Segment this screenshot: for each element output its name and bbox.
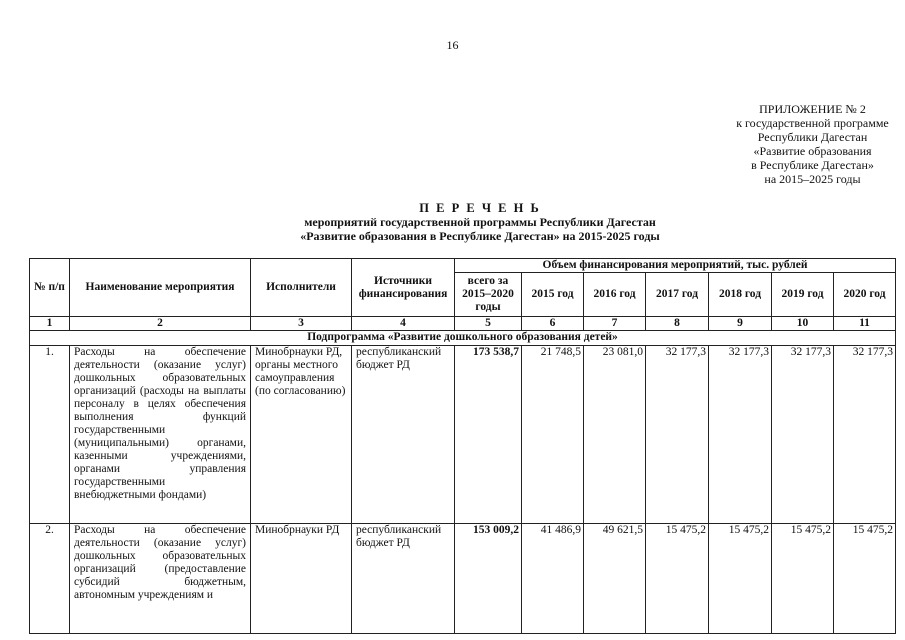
activities-table [29,258,896,634]
appendix-line: «Развитие образования [753,144,872,158]
row-value: 15 475,2 [834,524,896,634]
row-value: 49 621,5 [584,524,646,634]
column-number: 6 [522,317,584,331]
column-number: 5 [455,317,522,331]
row-total: 173 538,7 [455,346,522,524]
row-value: 32 177,3 [646,346,709,524]
row-sources: республиканский бюджет РД [352,524,455,634]
row-number: 1. [30,346,70,524]
header-volume: Объем финансирования мероприятий, тыс. рублей [455,259,896,273]
header-year: 2019 год [772,273,834,317]
column-number: 7 [584,317,646,331]
row-value: 32 177,3 [834,346,896,524]
title-line: мероприятий государственной программы Республики Дагестан [304,215,656,229]
header-year: 2020 год [834,273,896,317]
row-value: 41 486,9 [522,524,584,634]
header-year: 2018 год [709,273,772,317]
header-year: 2016 год [584,273,646,317]
appendix-block [700,102,905,186]
table-row [30,346,896,524]
row-sources: республиканский бюджет РД [352,346,455,524]
appendix-line: ПРИЛОЖЕНИЕ № 2 [759,102,866,116]
page-number: 16 [446,38,459,52]
title-line: «Развитие образования в Республике Дагестан» на 2015-2025 годы [300,229,660,243]
row-number: 2. [30,524,70,634]
header-total: всего за 2015–2020 годы [455,273,522,317]
column-number: 2 [70,317,251,331]
appendix-line: Республики Дагестан [757,130,868,144]
row-name: Расходы на обеспечение деятельности (оказание услуг) дошкольных образовательных организаций (предоставление субсидий бюджетным, автономным учреждениям и [70,524,251,634]
appendix-line: к государственной программе [736,116,889,130]
document-title [0,201,905,243]
header-name: Наименование мероприятия [70,259,251,317]
row-value: 23 081,0 [584,346,646,524]
column-number: 8 [646,317,709,331]
column-number: 4 [352,317,455,331]
header-executors: Исполнители [251,259,352,317]
header-sources: Источники финансирования [352,259,455,317]
column-number: 1 [30,317,70,331]
header-year: 2015 год [522,273,584,317]
appendix-line: на 2015–2025 годы [764,172,861,186]
row-name: Расходы на обеспечение деятельности (оказание услуг) дошкольных образовательных организаций (расходы на выплаты персоналу в целях обеспечения выполнения функций государственными (муниципальными) органами, казенными учреждениями, органами управления государственными внебюджетными фондами) [70,346,251,524]
column-number: 9 [709,317,772,331]
row-value: 15 475,2 [646,524,709,634]
subprogram-heading: Подпрограмма «Развитие дошкольного образования детей» [30,331,896,346]
row-value: 32 177,3 [772,346,834,524]
row-value: 15 475,2 [709,524,772,634]
row-value: 32 177,3 [709,346,772,524]
title-line: П Е Р Е Ч Е Н Ь [419,201,541,215]
row-executors: Минобрнауки РД [251,524,352,634]
table-row [30,524,896,634]
column-number: 10 [772,317,834,331]
header-num: № п/п [30,259,70,317]
appendix-line: в Республике Дагестан» [751,158,874,172]
header-year: 2017 год [646,273,709,317]
row-value: 21 748,5 [522,346,584,524]
column-number: 11 [834,317,896,331]
row-executors: Минобрнауки РД, органы местного самоуправления (по согласованию) [251,346,352,524]
column-number: 3 [251,317,352,331]
row-value: 15 475,2 [772,524,834,634]
row-total: 153 009,2 [455,524,522,634]
